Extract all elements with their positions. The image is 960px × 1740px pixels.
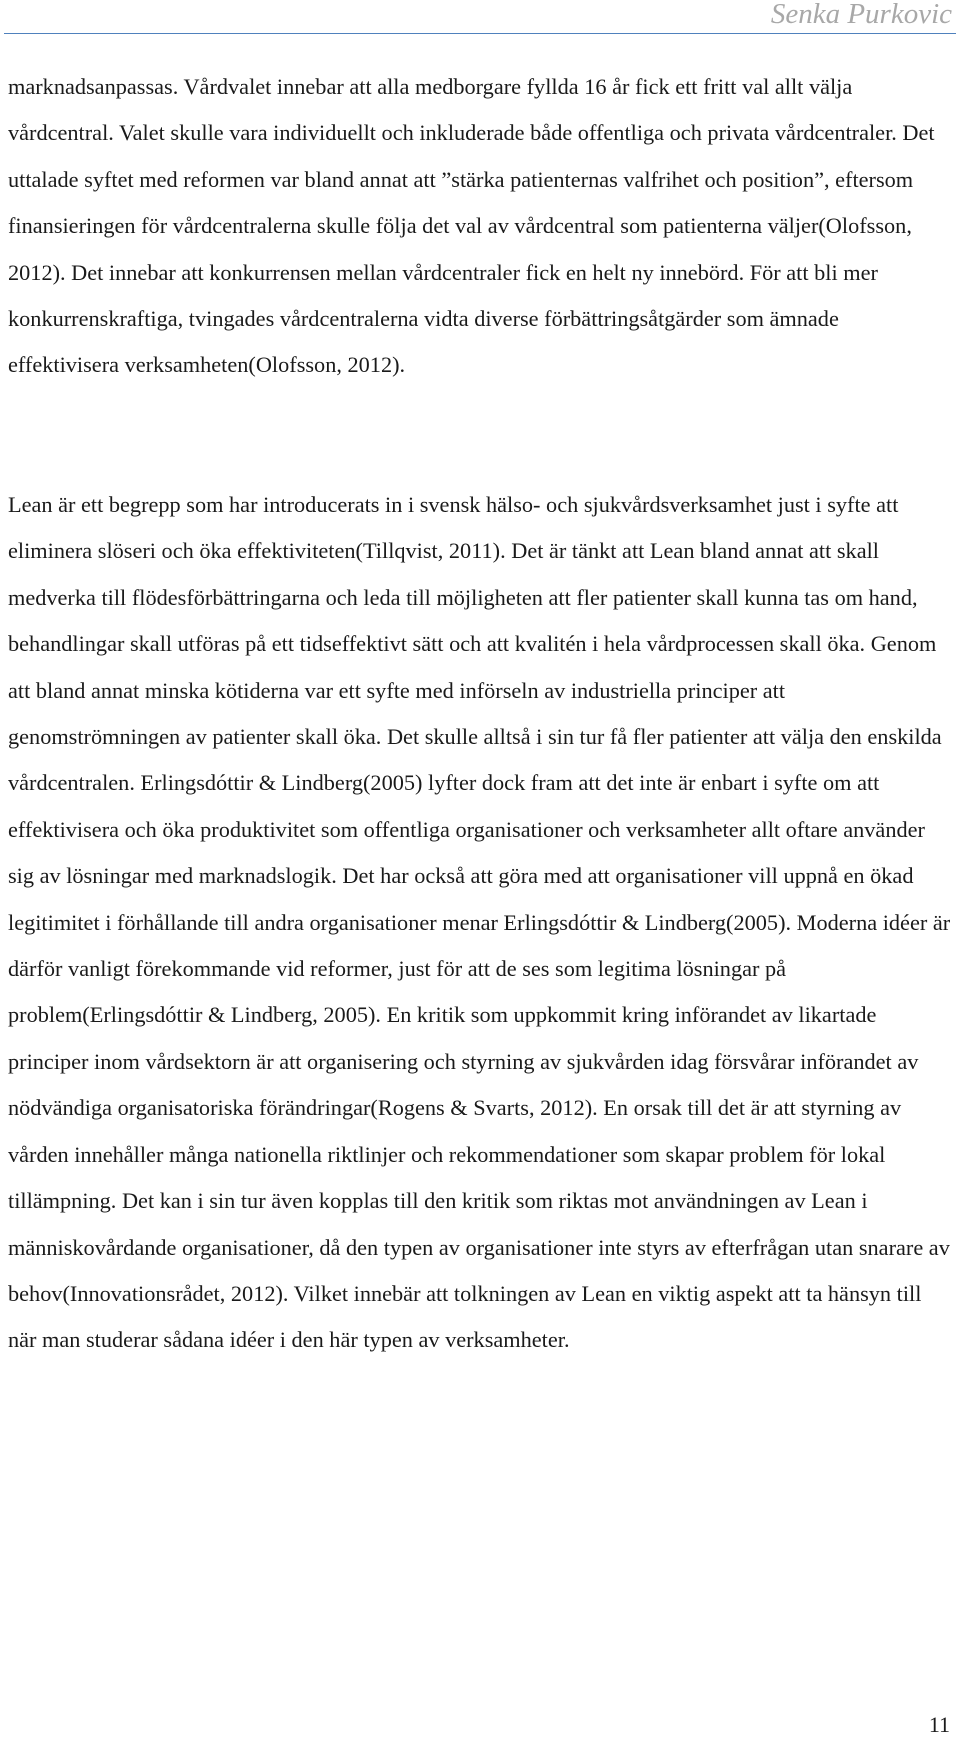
paragraph-2: Lean är ett begrepp som har introducerats in i svensk hälso- och sjukvårdsverksamhet just i syfte att eliminera slöseri och öka effektiviteten(Tillqvist, 2011). Det är tänkt att Lean bland annat att skall medverka till flödesförbättringarna och leda till möjligheten att fler patienter skall kunna tas om hand, behandlingar skall utföras på ett tidseffektivt sätt och att kvalitén i hela vårdprocessen skall öka. Genom att bland annat minska kötiderna var ett syfte med införseln av industriella principer att genomströmningen av patienter skall öka. Det skulle alltså i sin tur få fler patienter att välja den enskilda vårdcentralen. Erlingsdóttir & Lindberg(2005) lyfter dock fram att det inte är enbart i syfte om att effektivisera och öka produktivitet som offentliga organisationer och verksamheter allt oftare använder sig av lösningar med marknadslogik. Det har också att göra med att organisationer vill uppnå en ökad legitimitet i förhållande till andra organisationer menar Erlingsdóttir & Lindberg(2005). Moderna idéer är därför vanligt förekommande vid reformer, just för att de ses som legitima lösningar på problem(Erlingsdóttir & Lindberg, 2005). En kritik som uppkommit kring införandet av likartade principer inom vårdsektorn är att organisering och styrning av sjukvården idag försvårar införandet av nödvändiga organisatoriska förändringar(Rogens & Svarts, 2012). En orsak till det är att styrning av vården innehåller många nationella riktlinjer och rekommendationer som skapar problem för lokal tillämpning. Det kan i sin tur även kopplas till den kritik som riktas mot användningen av Lean i människovårdande organisationer, då den typen av organisationer inte styrs av efterfrågan utan snarare av behov(Innovationsrådet, 2012). Vilket innebär att tolkningen av Lean en viktig aspekt att ta hänsyn till när man studerar sådana idéer i den här typen av verksamheter. — [8, 492, 951, 1353]
header-rule — [4, 33, 956, 34]
document-body — [8, 64, 952, 1364]
page-header — [0, 0, 960, 34]
page-number: 11 — [928, 1712, 950, 1737]
header-author: Senka Purkovic — [770, 0, 952, 30]
paragraph-1: marknadsanpassas. Vårdvalet innebar att alla medborgare fyllda 16 år fick ett fritt val allt välja vårdcentral. Valet skulle vara individuellt och inkluderade både offentliga och privata vårdcentraler. Det uttalade syftet med reformen var bland annat att ”stärka patienternas valfrihet och position”, eftersom finansieringen för vårdcentralerna skulle följa det val av vårdcentral som patienterna väljer(Olofsson, 2012). Det innebar att konkurrensen mellan vårdcentraler fick en helt ny innebörd. För att bli mer konkurrenskraftiga, tvingades vårdcentralerna vidta diverse förbättringsåtgärder som ämnade effektivisera verksamheten(Olofsson, 2012). — [8, 74, 935, 378]
